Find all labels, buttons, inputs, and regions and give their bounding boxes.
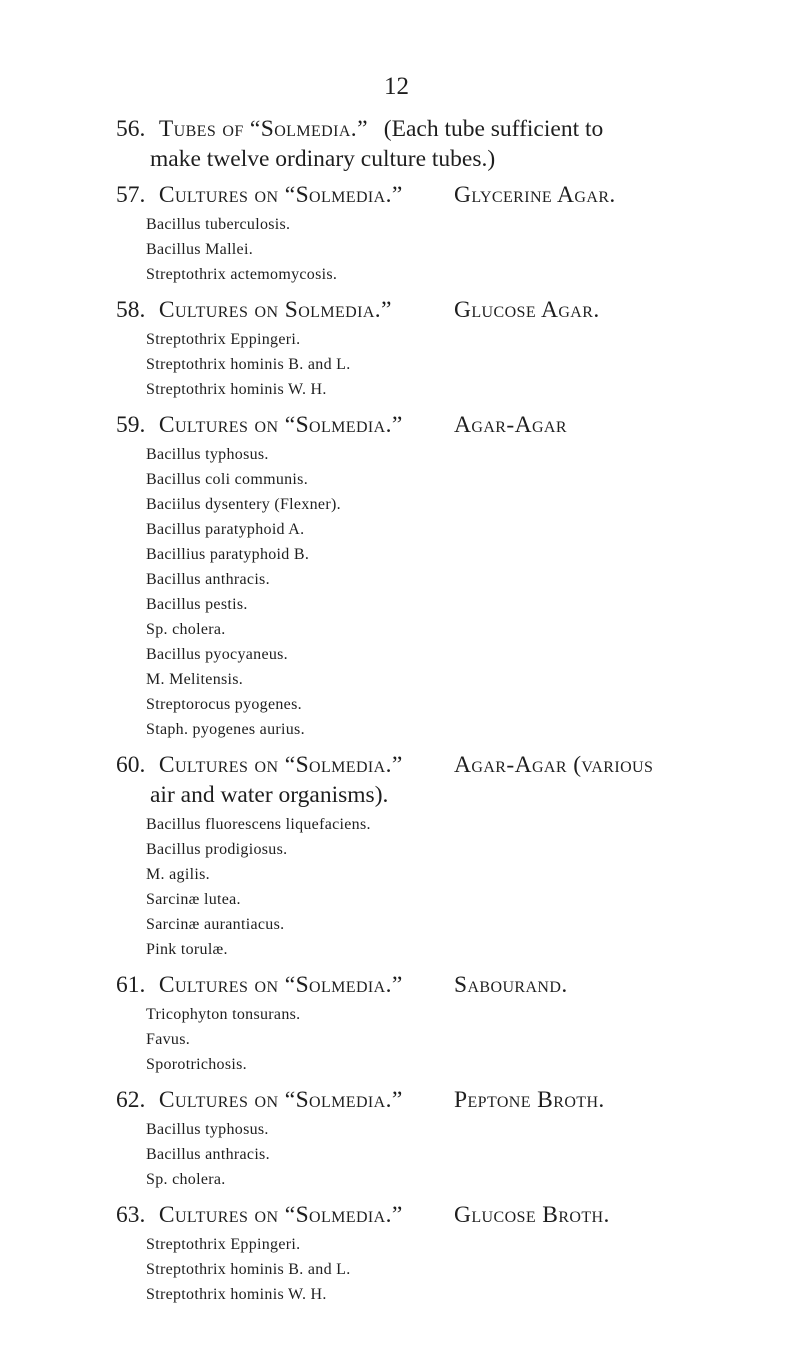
section-heading bbox=[116, 1085, 796, 1115]
section-title: Cultures on “Solmedia.” bbox=[158, 972, 403, 998]
section-57 bbox=[116, 180, 796, 287]
list-item: Streptothrix actemomycosis. bbox=[146, 266, 338, 283]
organism-list bbox=[116, 1232, 796, 1307]
section-63 bbox=[116, 1200, 796, 1307]
list-item: Bacillus paratyphoid A. bbox=[146, 521, 305, 538]
organism-list bbox=[116, 442, 796, 742]
list-item: Bacillus pyocyaneus. bbox=[146, 646, 288, 663]
list-item: Streptothrix hominis B. and L. bbox=[146, 356, 351, 373]
section-number: 62. bbox=[116, 1087, 146, 1113]
list-item: M. agilis. bbox=[146, 866, 210, 883]
section-title: Tubes of “Solmedia.” bbox=[158, 116, 368, 142]
organism-list bbox=[116, 327, 796, 402]
list-item: Bacillus coli communis. bbox=[146, 471, 308, 488]
page-number: 12 bbox=[384, 73, 409, 100]
organism-list bbox=[116, 212, 796, 287]
page-body bbox=[116, 114, 796, 1307]
organism-list bbox=[116, 1002, 796, 1077]
list-item: Sporotrichosis. bbox=[146, 1056, 247, 1073]
list-item: Bacillus prodigiosus. bbox=[146, 841, 288, 858]
section-56 bbox=[116, 114, 796, 174]
list-item: Staph. pyogenes aurius. bbox=[146, 721, 305, 738]
list-item: Bacillus anthracis. bbox=[146, 1146, 270, 1163]
section-number: 57. bbox=[116, 182, 146, 208]
list-item: Streptothrix hominis W. H. bbox=[146, 1286, 327, 1303]
list-item: Sp. cholera. bbox=[146, 621, 226, 638]
section-medium: Glycerine Agar. bbox=[454, 182, 616, 208]
section-heading bbox=[116, 410, 796, 440]
section-59 bbox=[116, 410, 796, 742]
list-item: Bacillus pestis. bbox=[146, 596, 248, 613]
list-item: Bacillus typhosus. bbox=[146, 446, 269, 463]
list-item: Streptothrix hominis W. H. bbox=[146, 381, 327, 398]
section-medium: Glucose Broth. bbox=[454, 1202, 610, 1228]
section-number: 56. bbox=[116, 116, 146, 142]
section-title: Cultures on “Solmedia.” bbox=[158, 182, 403, 208]
list-item: Streptothrix Eppingeri. bbox=[146, 331, 301, 348]
list-item: Streptothrix hominis B. and L. bbox=[146, 1261, 351, 1278]
list-item: Bacillus Mallei. bbox=[146, 241, 254, 258]
organism-list bbox=[116, 1117, 796, 1192]
section-title: Cultures on “Solmedia.” bbox=[158, 752, 403, 778]
section-62 bbox=[116, 1085, 796, 1192]
section-title: Cultures on Solmedia.” bbox=[158, 297, 392, 323]
organism-list bbox=[116, 812, 796, 962]
section-medium: Agar-Agar (various bbox=[454, 752, 654, 778]
section-title: Cultures on “Solmedia.” bbox=[158, 1202, 403, 1228]
list-item: Bacillus anthracis. bbox=[146, 571, 270, 588]
section-heading bbox=[116, 750, 796, 780]
list-item: Streptorocus pyogenes. bbox=[146, 696, 302, 713]
section-61 bbox=[116, 970, 796, 1077]
section-heading bbox=[116, 295, 796, 325]
section-title: Cultures on “Solmedia.” bbox=[158, 1087, 403, 1113]
section-number: 60. bbox=[116, 752, 146, 778]
section-heading bbox=[116, 970, 796, 1000]
list-item: Pink torulæ. bbox=[146, 941, 228, 958]
section-medium: Glucose Agar. bbox=[454, 297, 600, 323]
list-item: Sp. cholera. bbox=[146, 1171, 226, 1188]
list-item: M. Melitensis. bbox=[146, 671, 244, 688]
section-note: (Each tube sufficient to bbox=[383, 116, 604, 142]
list-item: Sarcinæ lutea. bbox=[146, 891, 241, 908]
section-heading bbox=[116, 180, 796, 210]
section-number: 61. bbox=[116, 972, 146, 998]
list-item: Favus. bbox=[146, 1031, 191, 1048]
list-item: Tricophyton tonsurans. bbox=[146, 1006, 301, 1023]
list-item: Bacillius paratyphoid B. bbox=[146, 546, 310, 563]
section-continuation: air and water organisms). bbox=[150, 782, 389, 808]
list-item: Bacillus fluorescens liquefaciens. bbox=[146, 816, 371, 833]
list-item: Baciilus dysentery (Flexner). bbox=[146, 496, 341, 513]
list-item: Bacillus tuberculosis. bbox=[146, 216, 291, 233]
section-heading bbox=[116, 1200, 796, 1230]
section-number: 58. bbox=[116, 297, 146, 323]
section-60 bbox=[116, 750, 796, 962]
section-continuation: make twelve ordinary culture tubes.) bbox=[150, 146, 496, 172]
list-item: Streptothrix Eppingeri. bbox=[146, 1236, 301, 1253]
section-title: Cultures on “Solmedia.” bbox=[158, 412, 403, 438]
section-58 bbox=[116, 295, 796, 402]
section-number: 63. bbox=[116, 1202, 146, 1228]
section-medium: Agar-Agar bbox=[454, 412, 567, 438]
list-item: Sarcinæ aurantiacus. bbox=[146, 916, 285, 933]
section-number: 59. bbox=[116, 412, 146, 438]
list-item: Bacillus typhosus. bbox=[146, 1121, 269, 1138]
section-heading bbox=[116, 114, 796, 144]
section-medium: Sabourand. bbox=[454, 972, 568, 998]
section-medium: Peptone Broth. bbox=[454, 1087, 605, 1113]
